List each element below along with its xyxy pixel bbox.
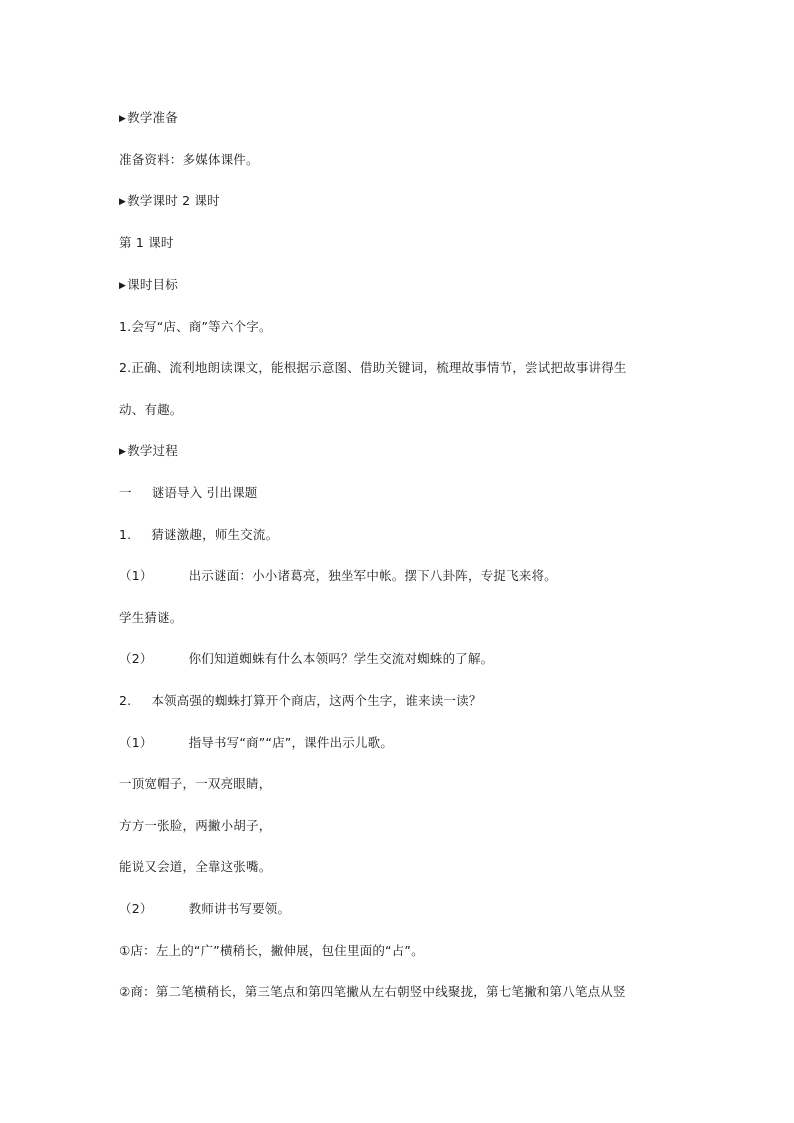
rhyme-line-2: 方方一张脸，两撇小胡子， (119, 818, 272, 833)
first-hour-label: 第 1 课时 (119, 235, 174, 250)
triangle-bullet-icon: ▶ (119, 447, 127, 457)
heading-teaching-process: ▶教学过程 (119, 443, 178, 458)
note-shang: ②商：第二笔横稍长，第三笔点和第四笔撇从左右朝竖中线聚拢，第七笔撇和第八笔点从竖 (119, 984, 626, 999)
part-1-heading: 一 谜语导入 引出课题 (119, 485, 258, 500)
triangle-bullet-icon: ▶ (119, 114, 127, 124)
step-1-1-after: 学生猜谜。 (119, 610, 183, 625)
prep-materials-text: 准备资料：多媒体课件。 (119, 152, 259, 167)
step-2: 2. 本领高强的蜘蛛打算开个商店，这两个生字，谁来读一读？ (119, 693, 482, 708)
triangle-bullet-icon: ▶ (119, 281, 127, 291)
heading-teaching-hours: ▶教学课时 2 课时 (119, 193, 220, 208)
goal-item-2-line-1: 2.正确、流利地朗读课文，能根据示意图、借助关键词，梳理故事情节，尝试把故事讲得生 (119, 360, 627, 375)
heading-hour-goals: ▶课时目标 (119, 277, 178, 292)
step-1-1: （1） 出示谜面：小小诸葛亮，独坐军中帐。摆下八卦阵，专捉飞来将。 (119, 568, 557, 583)
goal-item-1: 1.会写“店、商”等六个字。 (119, 319, 272, 334)
triangle-bullet-icon: ▶ (119, 197, 127, 207)
step-2-1: （1） 指导书写“商”“店”，课件出示儿歌。 (119, 735, 394, 750)
rhyme-line-3: 能说又会道，全靠这张嘴。 (119, 859, 272, 874)
step-1-2: （2） 你们知道蜘蛛有什么本领吗？学生交流对蜘蛛的了解。 (119, 651, 494, 666)
step-2-2: （2） 教师讲书写要领。 (119, 901, 291, 916)
step-1: 1. 猜谜激趣，师生交流。 (119, 527, 279, 542)
goal-item-2-line-2: 动、有趣。 (119, 402, 183, 417)
note-dian: ①店：左上的“广”横稍长，撇伸展，包住里面的“占”。 (119, 943, 424, 958)
rhyme-line-1: 一顶宽帽子，一双亮眼睛， (119, 776, 272, 791)
heading-teaching-prep: ▶教学准备 (119, 110, 178, 125)
